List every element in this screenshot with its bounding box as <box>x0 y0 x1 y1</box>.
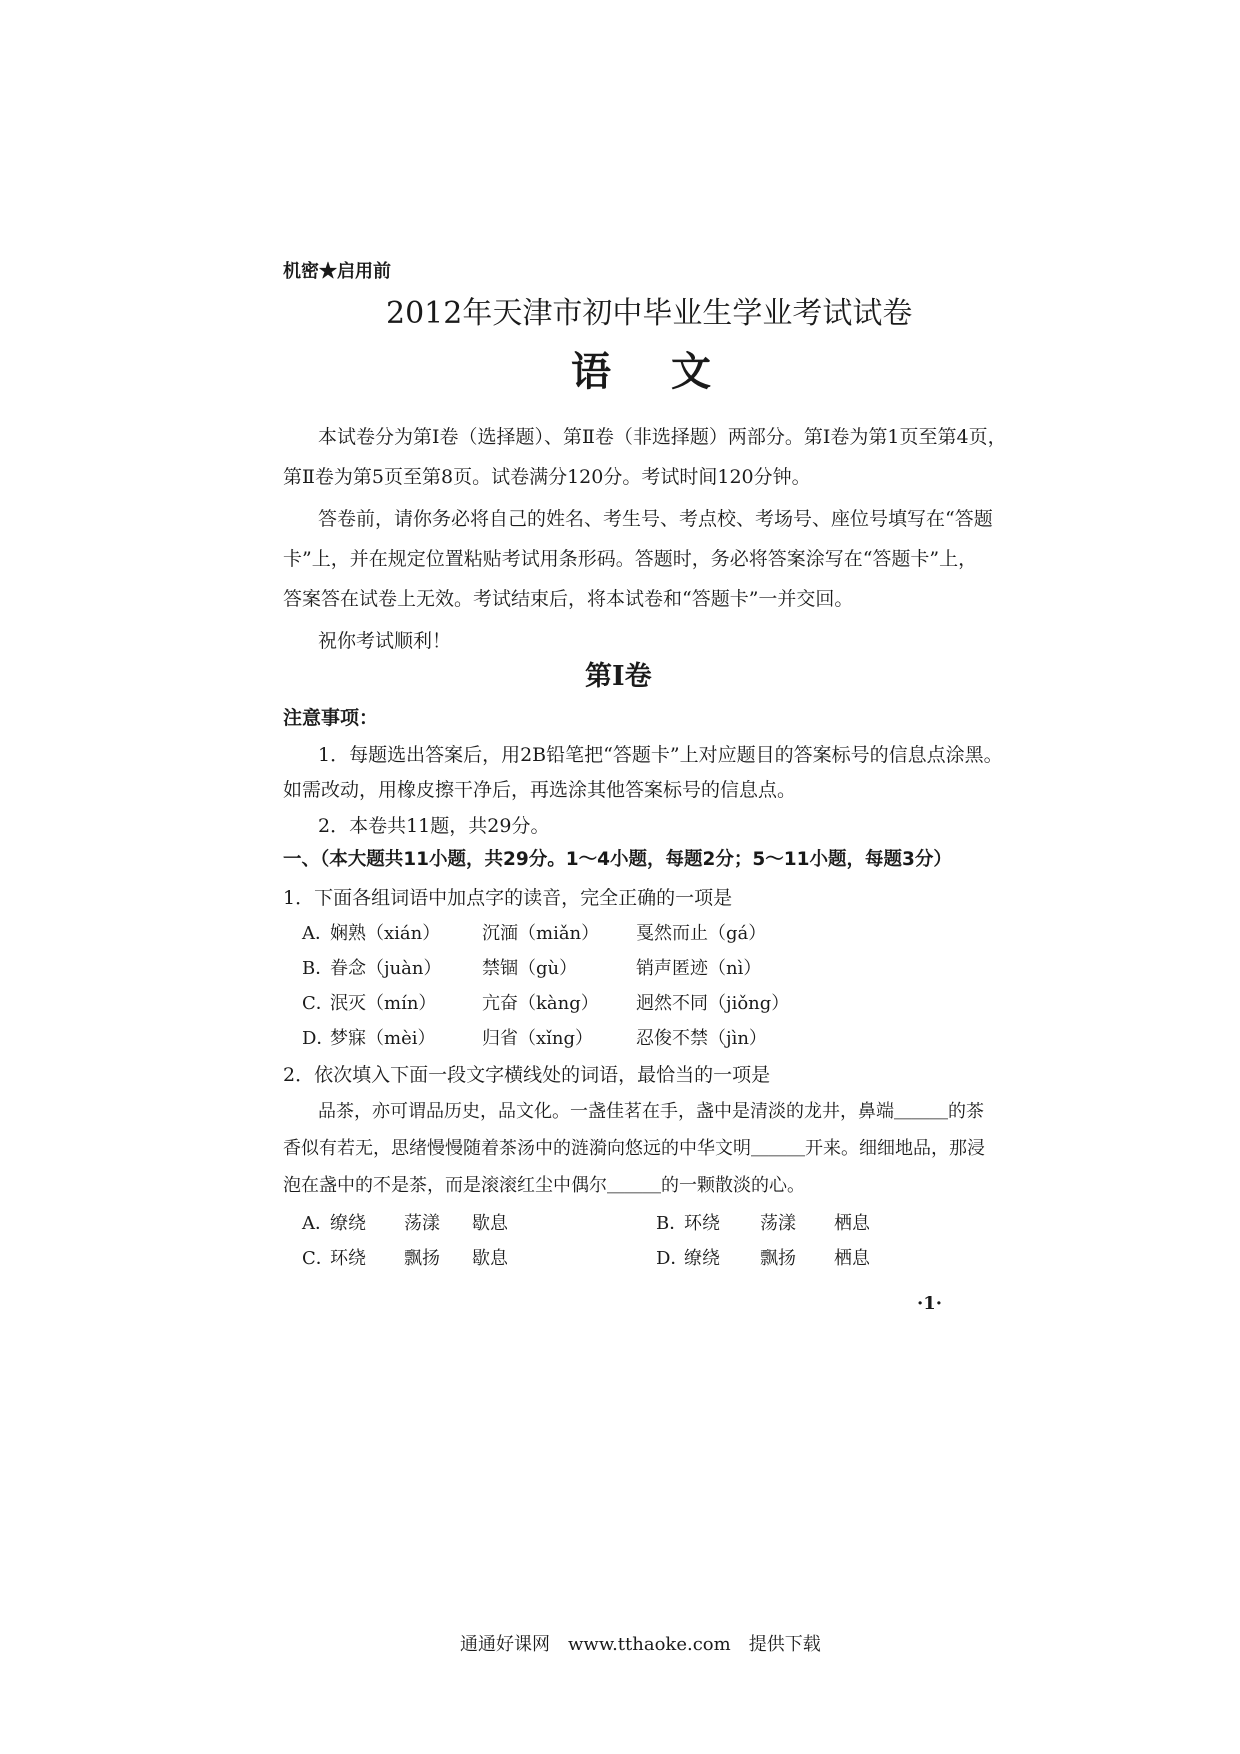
subject-title: 语 文 <box>571 348 721 395</box>
option-word: 歇息 <box>472 1213 508 1234</box>
question-1-stem: 1．下面各组词语中加点字的读音，完全正确的一项是 <box>283 887 733 909</box>
option-word: 飘扬 <box>760 1248 796 1269</box>
option-word: 缭绕 <box>684 1248 720 1269</box>
option-label: D． <box>656 1248 689 1269</box>
option-word: 忍俊不禁（jìn） <box>636 1028 767 1049</box>
intro-line: 答案答在试卷上无效。考试结束后，将本试卷和“答题卡”一并交回。 <box>283 588 854 610</box>
option-label: A． <box>302 923 333 944</box>
page-number: ·1· <box>917 1293 943 1314</box>
option-word: 歇息 <box>472 1248 508 1269</box>
section-header: 一、（本大题共11小题，共29分。1～4小题，每题2分；5～11小题，每题3分） <box>283 849 952 870</box>
option-label: A． <box>302 1213 333 1234</box>
notes-title: 注意事项： <box>283 707 379 729</box>
option-word: 销声匿迹（nì） <box>636 958 762 979</box>
option-word: 归省（xǐng） <box>482 1028 594 1049</box>
intro-line: 第Ⅱ卷为第5页至第8页。试卷满分120分。考试时间120分钟。 <box>283 466 811 488</box>
option-word: 栖息 <box>834 1248 870 1269</box>
option-word: 泯灭（mín） <box>330 993 437 1014</box>
passage-line: 品茶，亦可谓品历史，品文化。一盏佳茗在手，盏中是清淡的龙井，鼻端＿＿＿的茶 <box>318 1101 984 1122</box>
option-label: B． <box>302 958 334 979</box>
question-2-stem: 2．依次填入下面一段文字横线处的词语，最恰当的一项是 <box>283 1064 771 1086</box>
note-line: 1．每题选出答案后，用2B铅笔把“答题卡”上对应题目的答案标号的信息点涂黑。 <box>318 744 1003 766</box>
option-label: B． <box>656 1213 688 1234</box>
intro-line: 答卷前，请你务必将自己的姓名、考生号、考点校、考场号、座位号填写在“答题 <box>318 508 993 530</box>
option-word: 环绕 <box>684 1213 720 1234</box>
exam-title: 2012年天津市初中毕业生学业考试试卷 <box>386 296 913 331</box>
passage-line: 泡在盏中的不是茶，而是滚滚红尘中偶尔＿＿＿的一颗散淡的心。 <box>283 1175 805 1196</box>
option-word: 迥然不同（jiǒng） <box>636 993 790 1014</box>
footer-source: 通通好课网 www.tthaoke.com 提供下载 <box>460 1634 821 1655</box>
option-label: C． <box>302 993 334 1014</box>
option-word: 梦寐（mèi） <box>330 1028 436 1049</box>
option-word: 亢奋（kàng） <box>482 993 599 1014</box>
option-label: D． <box>302 1028 335 1049</box>
option-word: 娴熟（xián） <box>330 923 441 944</box>
passage-line: 香似有若无，思绪慢慢随着茶汤中的涟漪向悠远的中华文明＿＿＿开来。细细地品，那浸 <box>283 1138 985 1159</box>
option-word: 栖息 <box>834 1213 870 1234</box>
option-word: 荡漾 <box>760 1213 796 1234</box>
option-word: 禁锢（gù） <box>482 958 578 979</box>
confidential-mark: 机密★启用前 <box>283 261 391 282</box>
option-word: 缭绕 <box>330 1213 366 1234</box>
note-line: 2．本卷共11题，共29分。 <box>318 815 550 837</box>
good-luck-line: 祝你考试顺利！ <box>318 630 452 652</box>
option-word: 眷念（juàn） <box>330 958 442 979</box>
option-word: 荡漾 <box>404 1213 440 1234</box>
intro-line: 卡”上，并在规定位置粘贴考试用条形码。答题时，务必将答案涂写在“答题卡”上， <box>283 548 978 570</box>
option-word: 环绕 <box>330 1248 366 1269</box>
intro-line: 本试卷分为第Ⅰ卷（选择题）、第Ⅱ卷（非选择题）两部分。第Ⅰ卷为第1页至第4页， <box>318 426 1007 448</box>
option-word: 飘扬 <box>404 1248 440 1269</box>
note-line: 如需改动，用橡皮擦干净后，再选涂其他答案标号的信息点。 <box>283 779 797 801</box>
option-word: 沉湎（miǎn） <box>482 923 600 944</box>
option-label: C． <box>302 1248 334 1269</box>
option-word: 戛然而止（gá） <box>636 923 767 944</box>
part1-title: 第Ⅰ卷 <box>585 661 652 692</box>
